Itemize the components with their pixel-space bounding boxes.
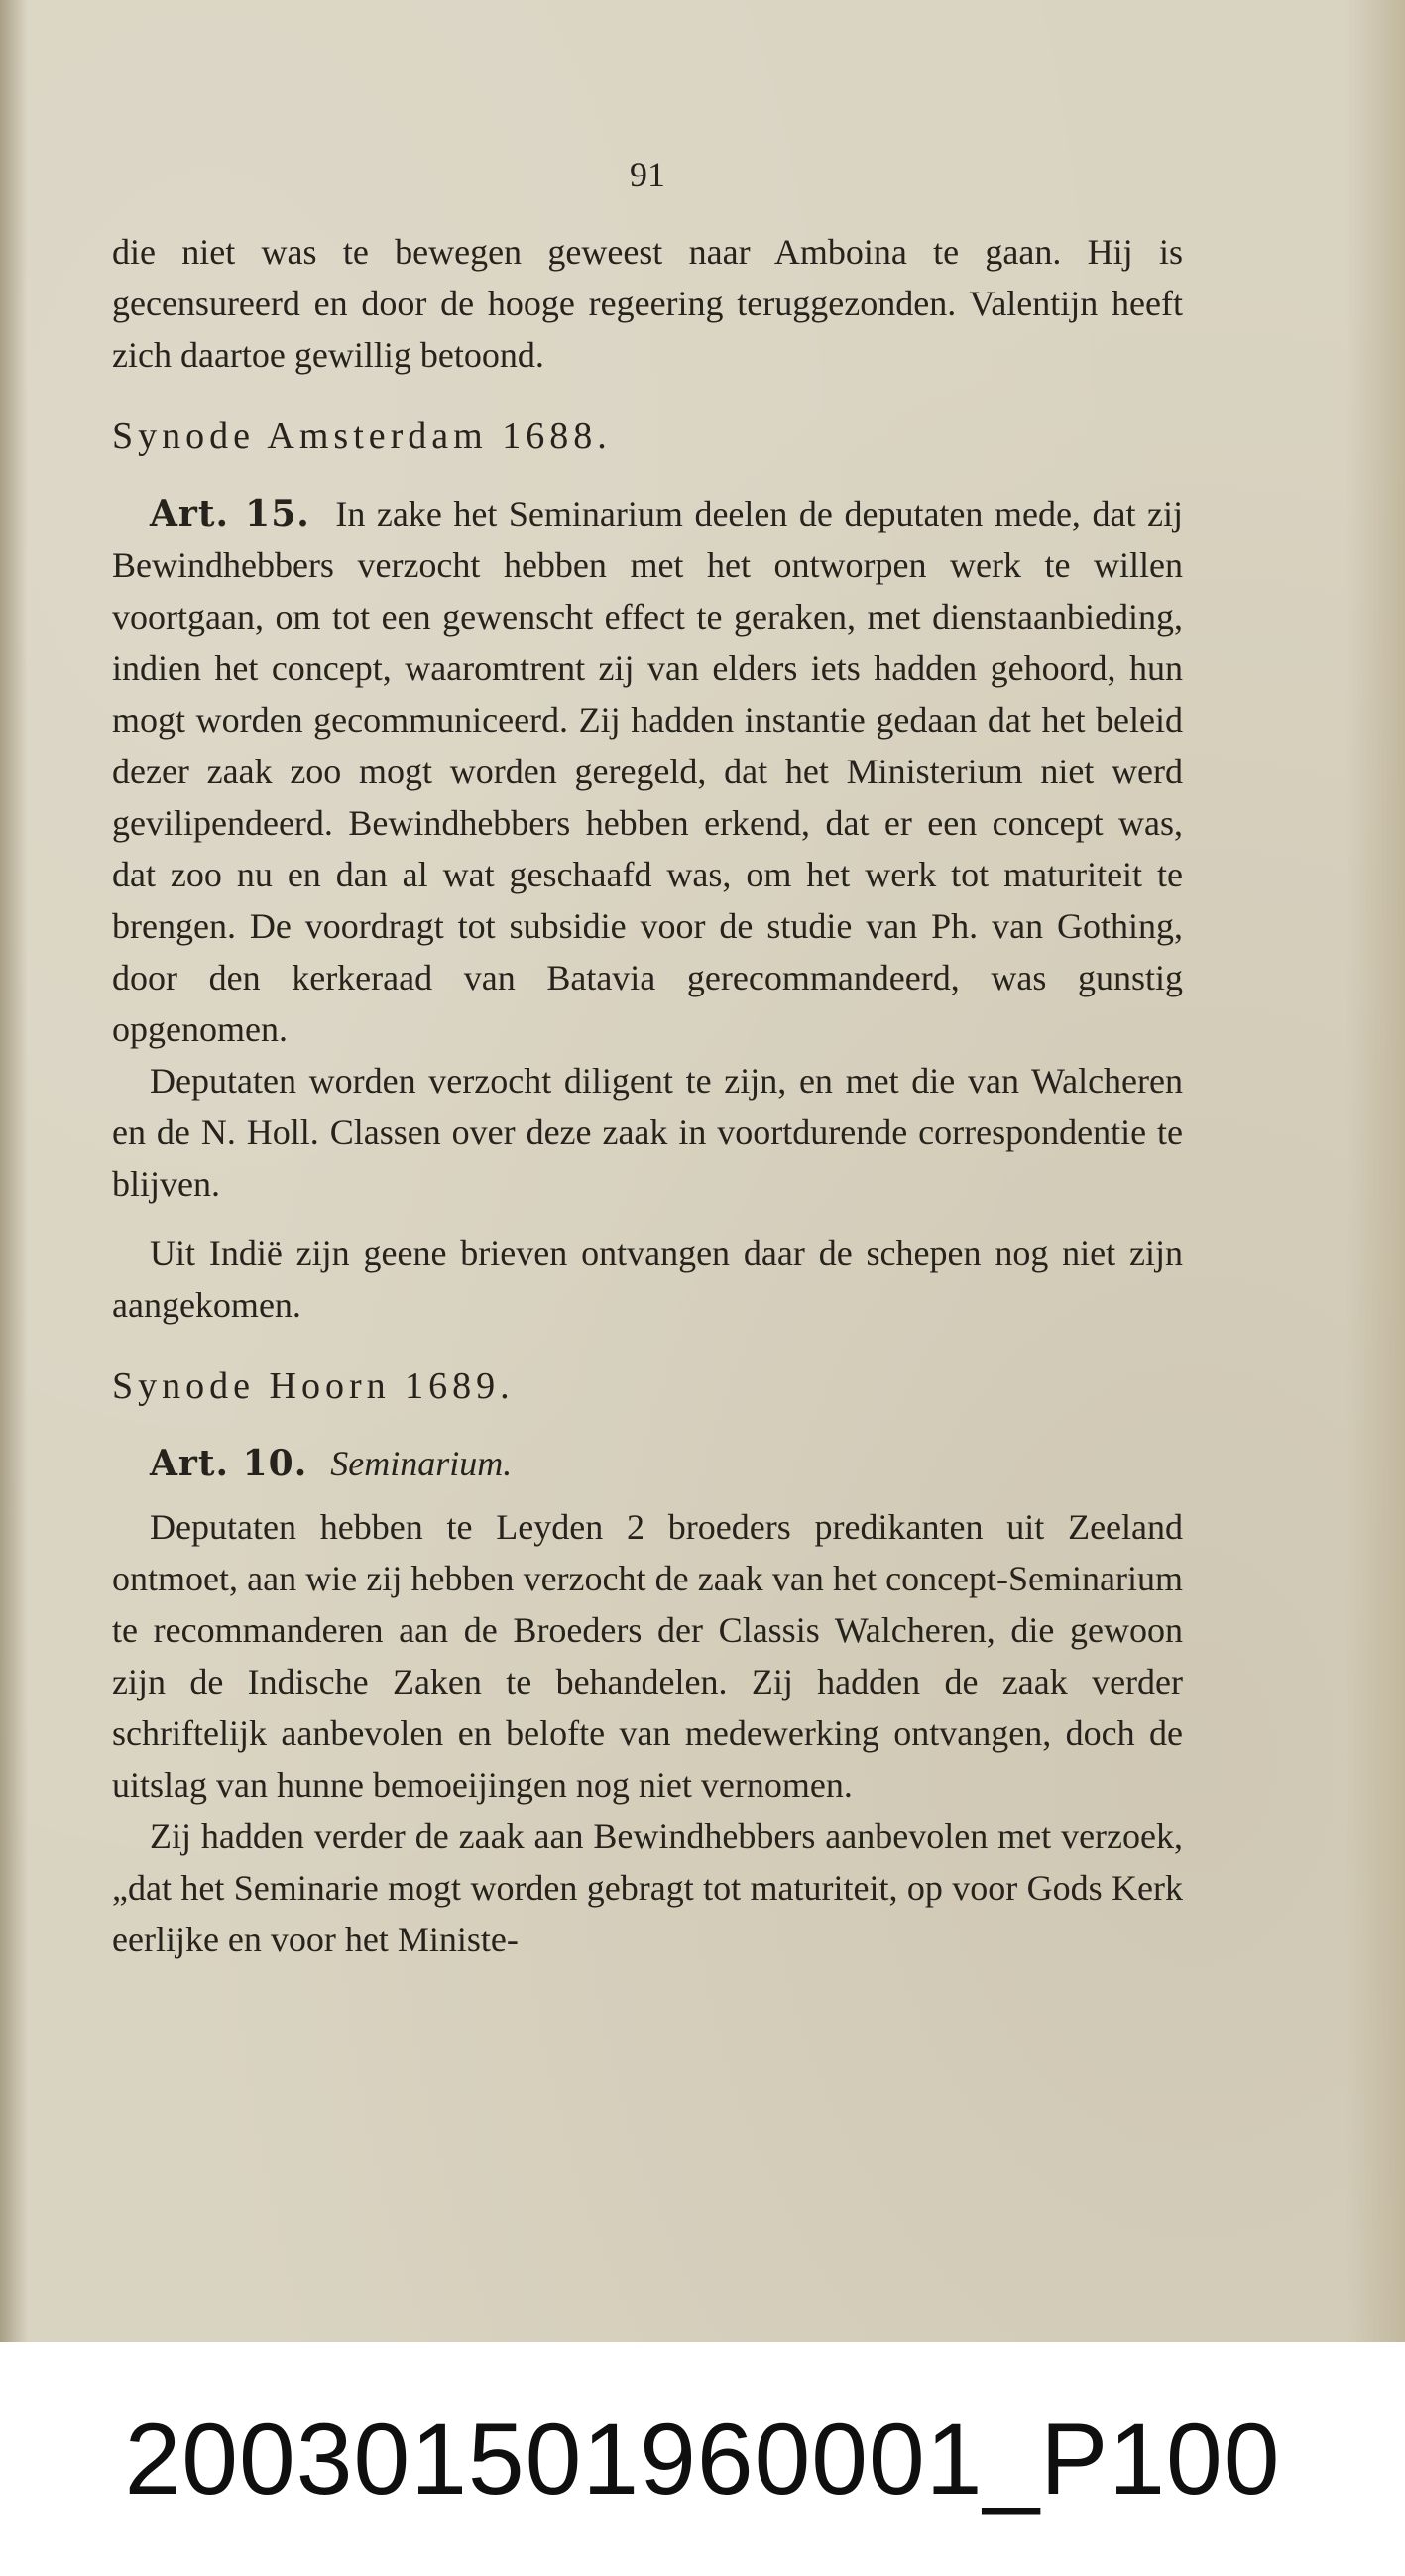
- article-10-heading: [112, 1438, 1183, 1489]
- archive-identifier-label: [0, 2342, 1405, 2576]
- page-number: 91: [630, 155, 665, 194]
- article-15-paragraph: [112, 488, 1183, 1055]
- page-content: [112, 149, 1183, 1965]
- article-15-label: Art. 15.: [150, 493, 310, 534]
- article-15-text: In zake het Seminarium deelen de deputaten mede, dat zij Bewindhebbers verzocht hebben met het ontworpen werk te willen voortgaan, om tot een gewenscht effect te geraken, met dienstaanbieding, indien het concept, waaromtrent zij van elders iets hadden gehoord, hun mogt worden gecommuniceerd. Zij hadden instantie gedaan dat het beleid dezer zaak zoo mogt worden geregeld, dat het Ministerium niet werd gevilipendeerd. Bewindhebbers hebben erkend, dat er een concept was, dat zoo nu en dan al wat geschaafd was, om het werk tot maturiteit te brengen. De voordragt tot subsidie voor de studie van Ph. van Gothing, door den kerkeraad van Batavia gerecommandeerd, was gunstig opgenomen.: [112, 494, 1183, 1049]
- section-heading-hoorn: Synode Hoorn 1689.: [112, 1365, 515, 1407]
- article-10-title: Seminarium.: [330, 1444, 513, 1483]
- article-10-label: Art. 10.: [150, 1443, 308, 1484]
- page-right-edge-shadow: [1346, 0, 1405, 2342]
- archive-identifier-text: 20030150196000​1_P100: [124, 2401, 1281, 2516]
- indie-paragraph: Uit Indië zijn geene brieven ontvangen daar de schepen nog niet zijn aangekomen.: [112, 1233, 1183, 1325]
- page-left-edge-shadow: [0, 0, 28, 2342]
- paragraph-continuation: die niet was te bewegen geweest naar Amboina te gaan. Hij is gecensureerd en door de hooge regeering teruggezonden. Valentijn heeft zich daartoe gewillig betoond.: [112, 232, 1183, 375]
- leyden-paragraph: Deputaten hebben te Leyden 2 broeders predikanten uit Zeeland ontmoet, aan wie zij hebben verzocht de zaak van het concept-Seminarium te recommanderen aan de Broeders der Classis Walcheren, die gewoon zijn de Indische Zaken te behandelen. Zij hadden de zaak verder schriftelijk aanbevolen en belofte van medewerking ontvangen, doch de uitslag van hunne bemoeijingen nog niet vernomen.: [112, 1507, 1183, 1805]
- deputaten-paragraph: Deputaten worden verzocht diligent te zijn, en met die van Walcheren en de N. Holl. Classen over deze zaak in voortdurende correspondentie te blijven.: [112, 1061, 1183, 1204]
- section-heading-amsterdam: Synode Amsterdam 1688.: [112, 415, 612, 457]
- bewindhebbers-paragraph: Zij hadden verder de zaak aan Bewindhebbers aanbevolen met verzoek, „dat het Seminarie mogt worden gebragt tot maturiteit, op voor Gods Kerk eerlijke en voor het Ministe-: [112, 1816, 1183, 1959]
